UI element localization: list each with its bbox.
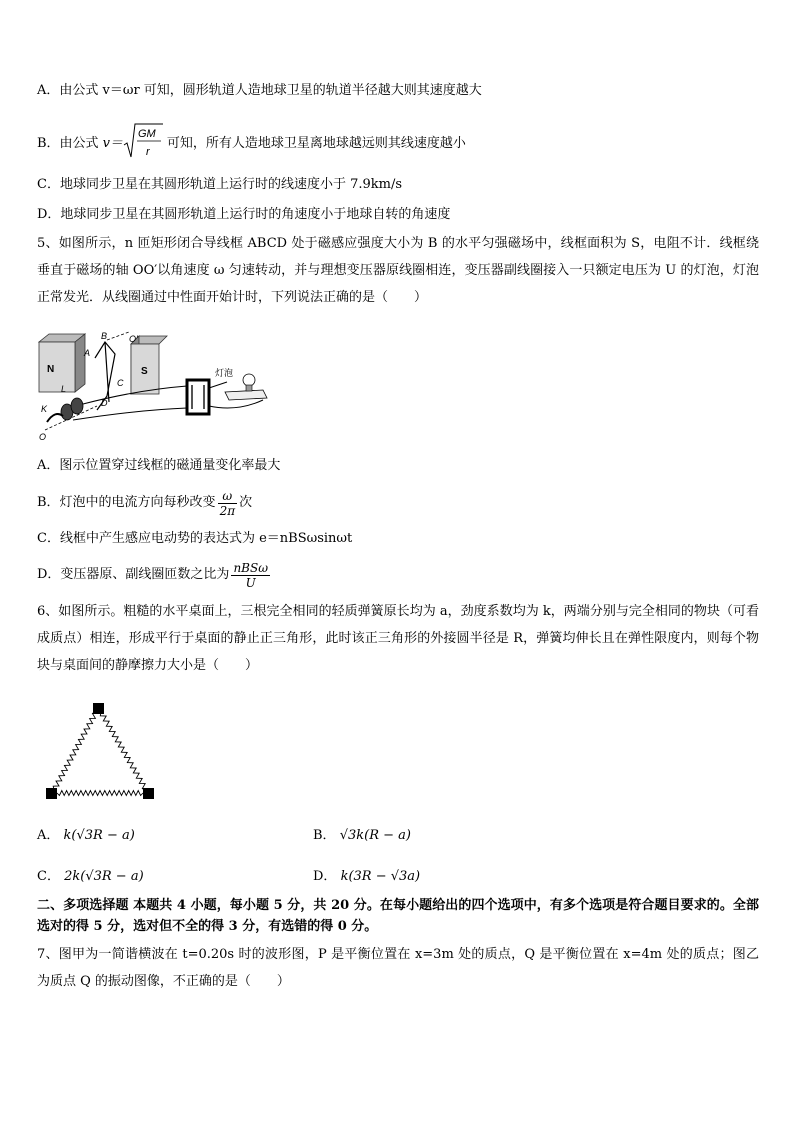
fig-label-b: B [101,331,108,341]
spring-left [53,712,96,790]
fig-label-o-prime: O′ [129,334,138,344]
q4-option-b-denominator: r [145,146,150,158]
q4-option-b-v: v＝ [102,136,123,151]
block-right [143,788,154,799]
q6-option-a [37,827,135,845]
q6-option-a-formula: k(√3R − a) [63,828,135,843]
q4-option-b-numerator: GM [137,128,156,140]
q6-option-d-formula: k(3R − √3a) [340,869,421,884]
q6-spring-triangle-figure [40,700,162,804]
q5-option-d-denominator: U [245,575,256,590]
q6-option-b-formula: √3k(R − a) [339,828,411,843]
q6-option-c-formula: 2k(√3R − a) [64,869,144,884]
q5-option-b-fraction [218,489,238,518]
q6-stem: 6、如图所示。粗糙的水平桌面上，三根完全相同的轻质弹簧原长均为 a，劲度系数均为 k，两端分别与完全相同的物块（可看成质点）相连，形成平行于桌面的静止正三角形，此时该正三角形的外接圆半径是 R，弹簧均伸长且在弹性限度内，则每个物块与桌面间的静摩擦力大小是（ ） [37,604,759,673]
fig-label-l: L [61,384,67,394]
block-top [93,703,104,714]
q5-option-a: A．图示位置穿过线框的磁通量变化率最大 [37,458,281,473]
q4-option-c: C．地球同步卫星在其圆形轨道上运行时的线速度小于 7.9km/s [37,177,403,192]
fig-label-c: C [117,378,124,388]
q5-option-d-numerator: nBSω [233,560,268,575]
q5-option-b-suffix: 次 [239,495,253,510]
q7-stem: 7、图甲为一简谐横波在 t=0.20s 时的波形图，P 是平衡位置在 x=3m 处的质点，Q 是平衡位置在 x=4m 处的质点；图乙为质点 Q 的振动图像，不正确的是（ ） [37,947,759,989]
q5-generator-figure [37,330,269,442]
q4-option-b [37,124,466,164]
q6-option-b-label: B． [313,828,336,843]
q4-option-d: D．地球同步卫星在其圆形轨道上运行时的角速度小于地球自转的角速度 [37,207,451,222]
spring-right [100,712,146,790]
q4-option-a: A．由公式 v＝ωr 可知，圆形轨道人造地球卫星的轨道半径越大则其速度越大 [37,83,482,98]
fig-label-k: K [41,404,48,414]
q6-option-a-label: A． [37,828,60,843]
q5-option-d [37,556,272,594]
section2-heading: 二、多项选择题 本题共 4 小题，每小题 5 分，共 20 分。在每小题给出的四个选项中，有多个选项是符合题目要求的。全部选对的得 5 分，选对但不全的得 3 分，有选错的得 0 分。 [37,898,759,934]
q5-option-b [37,484,252,522]
q6-option-c [37,868,144,886]
q6-option-d [313,868,420,886]
q5-option-d-prefix: D．变压器原、副线圈匝数之比为 [37,567,230,582]
q4-option-b-sqrt [123,121,163,167]
sqrt-sign-icon [123,121,163,161]
q5-option-b-numerator: ω [218,489,238,504]
q5-option-b-prefix: B．灯泡中的电流方向每秒改变 [37,495,216,510]
q5-option-c: C．线框中产生感应电动势的表达式为 e＝nBSωsinωt [37,531,353,546]
q5-option-b-denominator: 2π [219,503,236,518]
q5-stem: 5、如图所示，n 匝矩形闭合导线框 ABCD 处于磁感应强度大小为 B 的水平匀强磁场中，线框面积为 S，电阻不计．线框绕垂直于磁场的轴 OO′以角速度 ω 匀速转动，并与理想变压器原线圈相连，变压器副线圈接入一只额定电压为 U 的灯泡，灯泡正常发光．从线圈通过中性面开始计时，下列说法正确的是（ ） [37,236,759,305]
fig-label-n: N [47,364,55,375]
spring-bottom [57,791,143,796]
q5-option-d-fraction [231,561,270,590]
fig-label-bulb: 灯泡 [215,368,234,378]
fig-label-d: D [101,398,108,408]
fig-label-o: O [39,432,47,442]
q6-option-d-label: D． [313,869,337,884]
q4-option-b-prefix: B．由公式 [37,136,99,151]
fig-label-a: A [84,348,91,358]
q6-option-b [313,827,411,845]
block-left [46,788,57,799]
q6-option-c-label: C． [37,869,60,884]
q4-option-b-suffix: 可知，所有人造地球卫星离地球越远则其线速度越小 [166,136,466,151]
fig-label-s: S [141,366,148,377]
